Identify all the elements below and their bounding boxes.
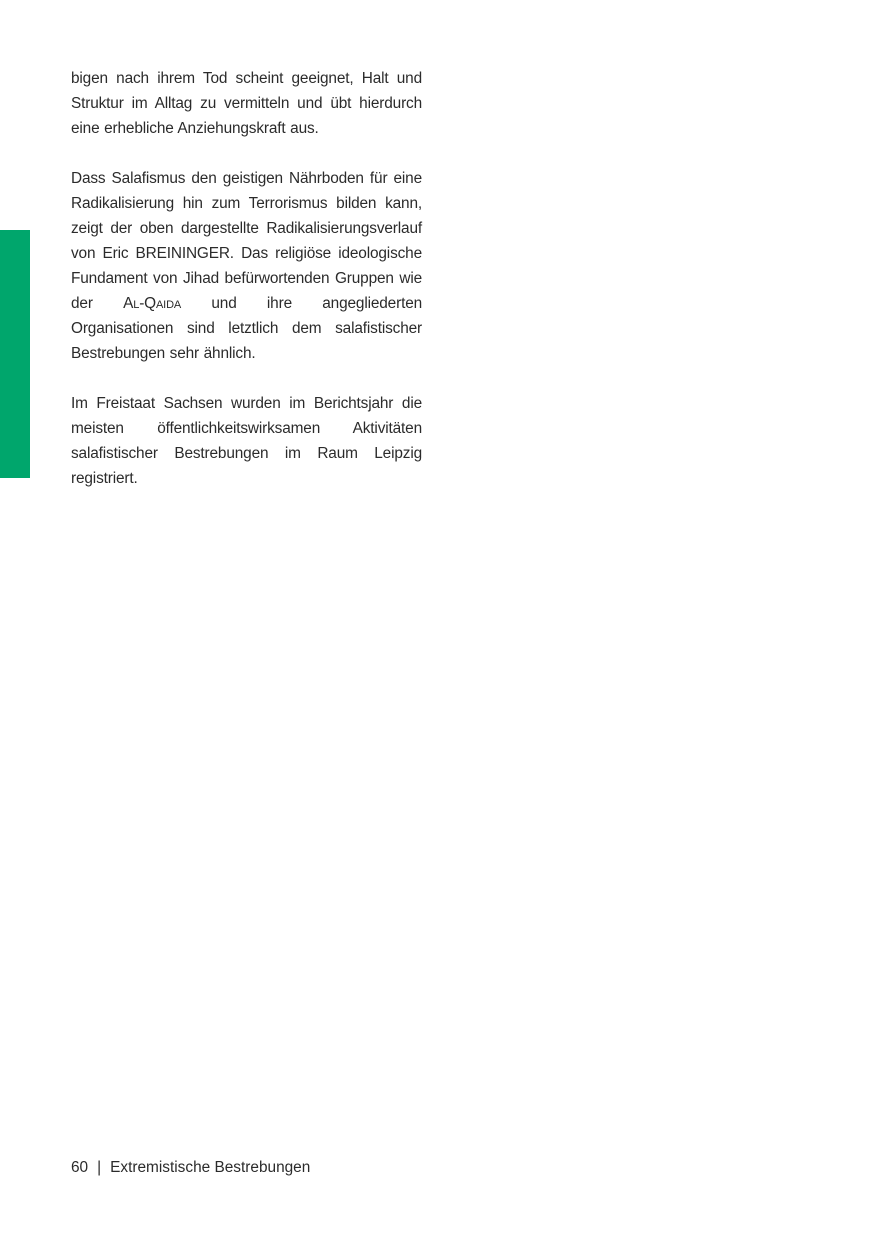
chapter-color-bar <box>0 230 30 478</box>
paragraph-1: bigen nach ihrem Tod scheint geeignet, Halt und Struktur im Alltag zu vermitteln und übt hierdurch eine erhebliche Anziehungskraft aus. <box>71 70 422 137</box>
footer-separator: | <box>97 1159 102 1176</box>
paragraph-3: Im Freistaat Sachsen wurden im Berichtsjahr die meisten öffentlichkeitswirksamen Aktivitäten salafistischer Bestrebungen im Raum Leipzig registriert. <box>71 395 422 487</box>
page-number: 60 <box>71 1159 89 1176</box>
body-text <box>71 66 422 516</box>
section-title: Extremistische Bestrebungen <box>110 1159 311 1176</box>
page-footer <box>71 1156 310 1180</box>
paragraph-2 <box>71 166 422 366</box>
organization-name: Al-Qaida <box>123 295 182 312</box>
paragraph-2-text-end: und ihre angegliederten Organisationen sind letztlich dem salafistischer Bestrebungen sehr ähnlich. <box>71 295 423 362</box>
paragraph-2-text-start: Dass Salafismus den geistigen Nährboden für eine Radikalisierung hin zum Terrorismus bilden kann, zeigt der oben dargestellte Radikalisierungsverlauf von Eric BREININGER. Das religiöse ideologische Fundament von Jihad befürwortenden Gruppen wie der <box>71 170 422 312</box>
